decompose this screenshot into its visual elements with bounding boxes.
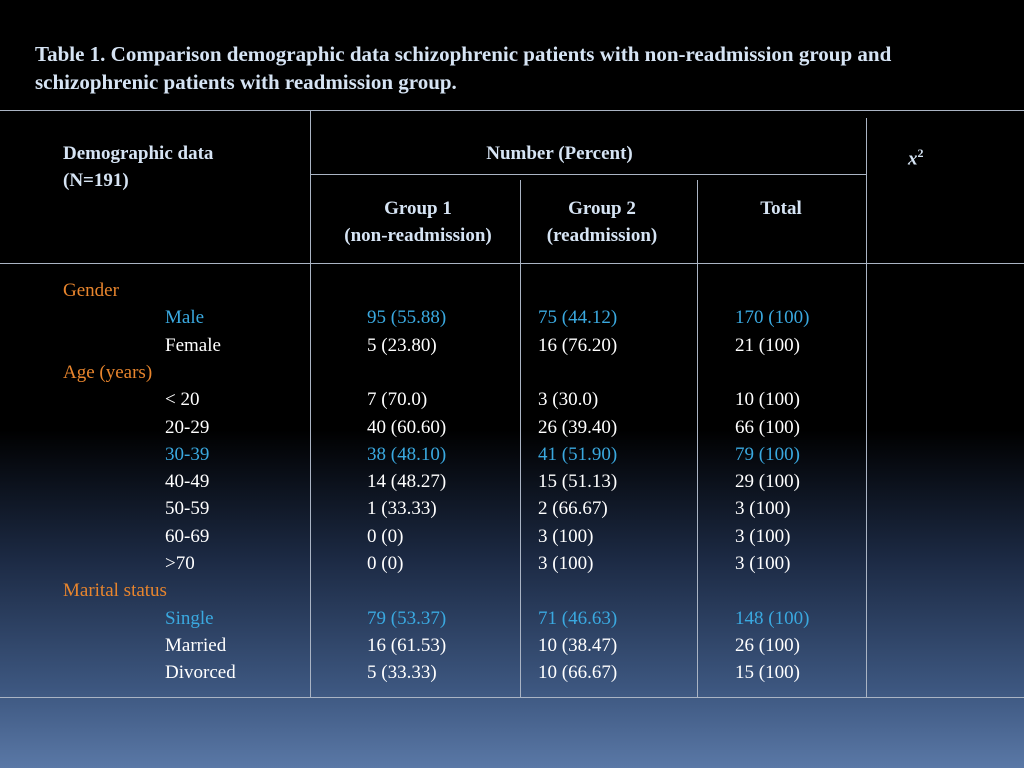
cell-group1: 1 (33.33) (367, 498, 437, 519)
cell-group1: 5 (33.33) (367, 662, 437, 683)
cell-group2: 41 (51.90) (538, 444, 618, 465)
cell-total: 15 (100) (735, 662, 800, 683)
row-label: < 20 (165, 389, 200, 410)
col-divider-1 (310, 110, 311, 698)
row-label: Married (165, 635, 227, 656)
cell-group1: 14 (48.27) (367, 471, 447, 492)
row-label: Divorced (165, 662, 236, 683)
header-group2 (521, 195, 683, 249)
cell-total: 3 (100) (735, 553, 791, 574)
footer-band (0, 698, 1024, 768)
cell-group1: 7 (70.0) (367, 389, 428, 410)
header-demographic-line1: Demographic data (63, 143, 214, 164)
row-label: >70 (165, 553, 195, 574)
row-label: 60-69 (165, 526, 210, 547)
cell-total: 29 (100) (735, 471, 800, 492)
header-group1-line2: (non-readmission) (344, 225, 492, 246)
chi-square-exponent: 2 (917, 146, 924, 160)
col-divider-3 (697, 180, 698, 698)
row-label: Gender (63, 280, 119, 301)
row-label: 40-49 (165, 471, 210, 492)
header-group1 (316, 195, 520, 249)
cell-group1: 79 (53.37) (367, 608, 447, 629)
row-label: Male (165, 307, 205, 328)
cell-group2: 3 (100) (538, 553, 594, 574)
cell-group2: 3 (100) (538, 526, 594, 547)
row-label: 30-39 (165, 444, 210, 465)
cell-group1: 40 (60.60) (367, 417, 447, 438)
row-label: Single (165, 608, 214, 629)
header-group1-line1: Group 1 (384, 198, 452, 219)
row-label: 50-59 (165, 498, 210, 519)
cell-total: 3 (100) (735, 498, 791, 519)
cell-total: 66 (100) (735, 417, 800, 438)
cell-total: 148 (100) (735, 608, 810, 629)
cell-group2: 16 (76.20) (538, 335, 618, 356)
row-label: Female (165, 335, 221, 356)
cell-group1: 0 (0) (367, 553, 404, 574)
table-title: Table 1. Comparison demographic data schizophrenic patients with non-readmission group and schizophrenic patients with readmission group. (35, 42, 892, 94)
header-chi-square (908, 140, 924, 172)
cell-group2: 15 (51.13) (538, 471, 618, 492)
cell-group1: 16 (61.53) (367, 635, 447, 656)
cell-total: 170 (100) (735, 307, 810, 328)
row-label: Age (years) (63, 362, 153, 383)
cell-group2: 3 (30.0) (538, 389, 599, 410)
header-bottom-border (0, 263, 1024, 264)
cell-group2: 71 (46.63) (538, 608, 618, 629)
cell-group2: 10 (38.47) (538, 635, 618, 656)
header-group2-line1: Group 2 (568, 198, 636, 219)
chi-square-symbol: x (908, 148, 918, 170)
header-group2-line2: (readmission) (546, 225, 658, 246)
cell-group2: 75 (44.12) (538, 307, 618, 328)
cell-group1: 0 (0) (367, 526, 404, 547)
cell-group1: 5 (23.80) (367, 335, 437, 356)
header-total: Total (760, 198, 802, 219)
header-number-percent: Number (Percent) (486, 143, 633, 164)
cell-total: 10 (100) (735, 389, 800, 410)
header-demographic-line2: (N=191) (63, 170, 129, 191)
row-label: Marital status (63, 580, 167, 601)
row-label: 20-29 (165, 417, 210, 438)
cell-group2: 10 (66.67) (538, 662, 618, 683)
cell-group1: 38 (48.10) (367, 444, 447, 465)
cell-total: 21 (100) (735, 335, 800, 356)
cell-group2: 2 (66.67) (538, 498, 608, 519)
col-divider-2 (520, 180, 521, 698)
cell-total: 79 (100) (735, 444, 800, 465)
number-percent-divider (311, 174, 866, 175)
table-top-border (0, 110, 1024, 111)
col-divider-4 (866, 118, 867, 698)
cell-total: 26 (100) (735, 635, 800, 656)
cell-group1: 95 (55.88) (367, 307, 447, 328)
cell-group2: 26 (39.40) (538, 417, 618, 438)
cell-total: 3 (100) (735, 526, 791, 547)
header-demographic (63, 140, 213, 194)
